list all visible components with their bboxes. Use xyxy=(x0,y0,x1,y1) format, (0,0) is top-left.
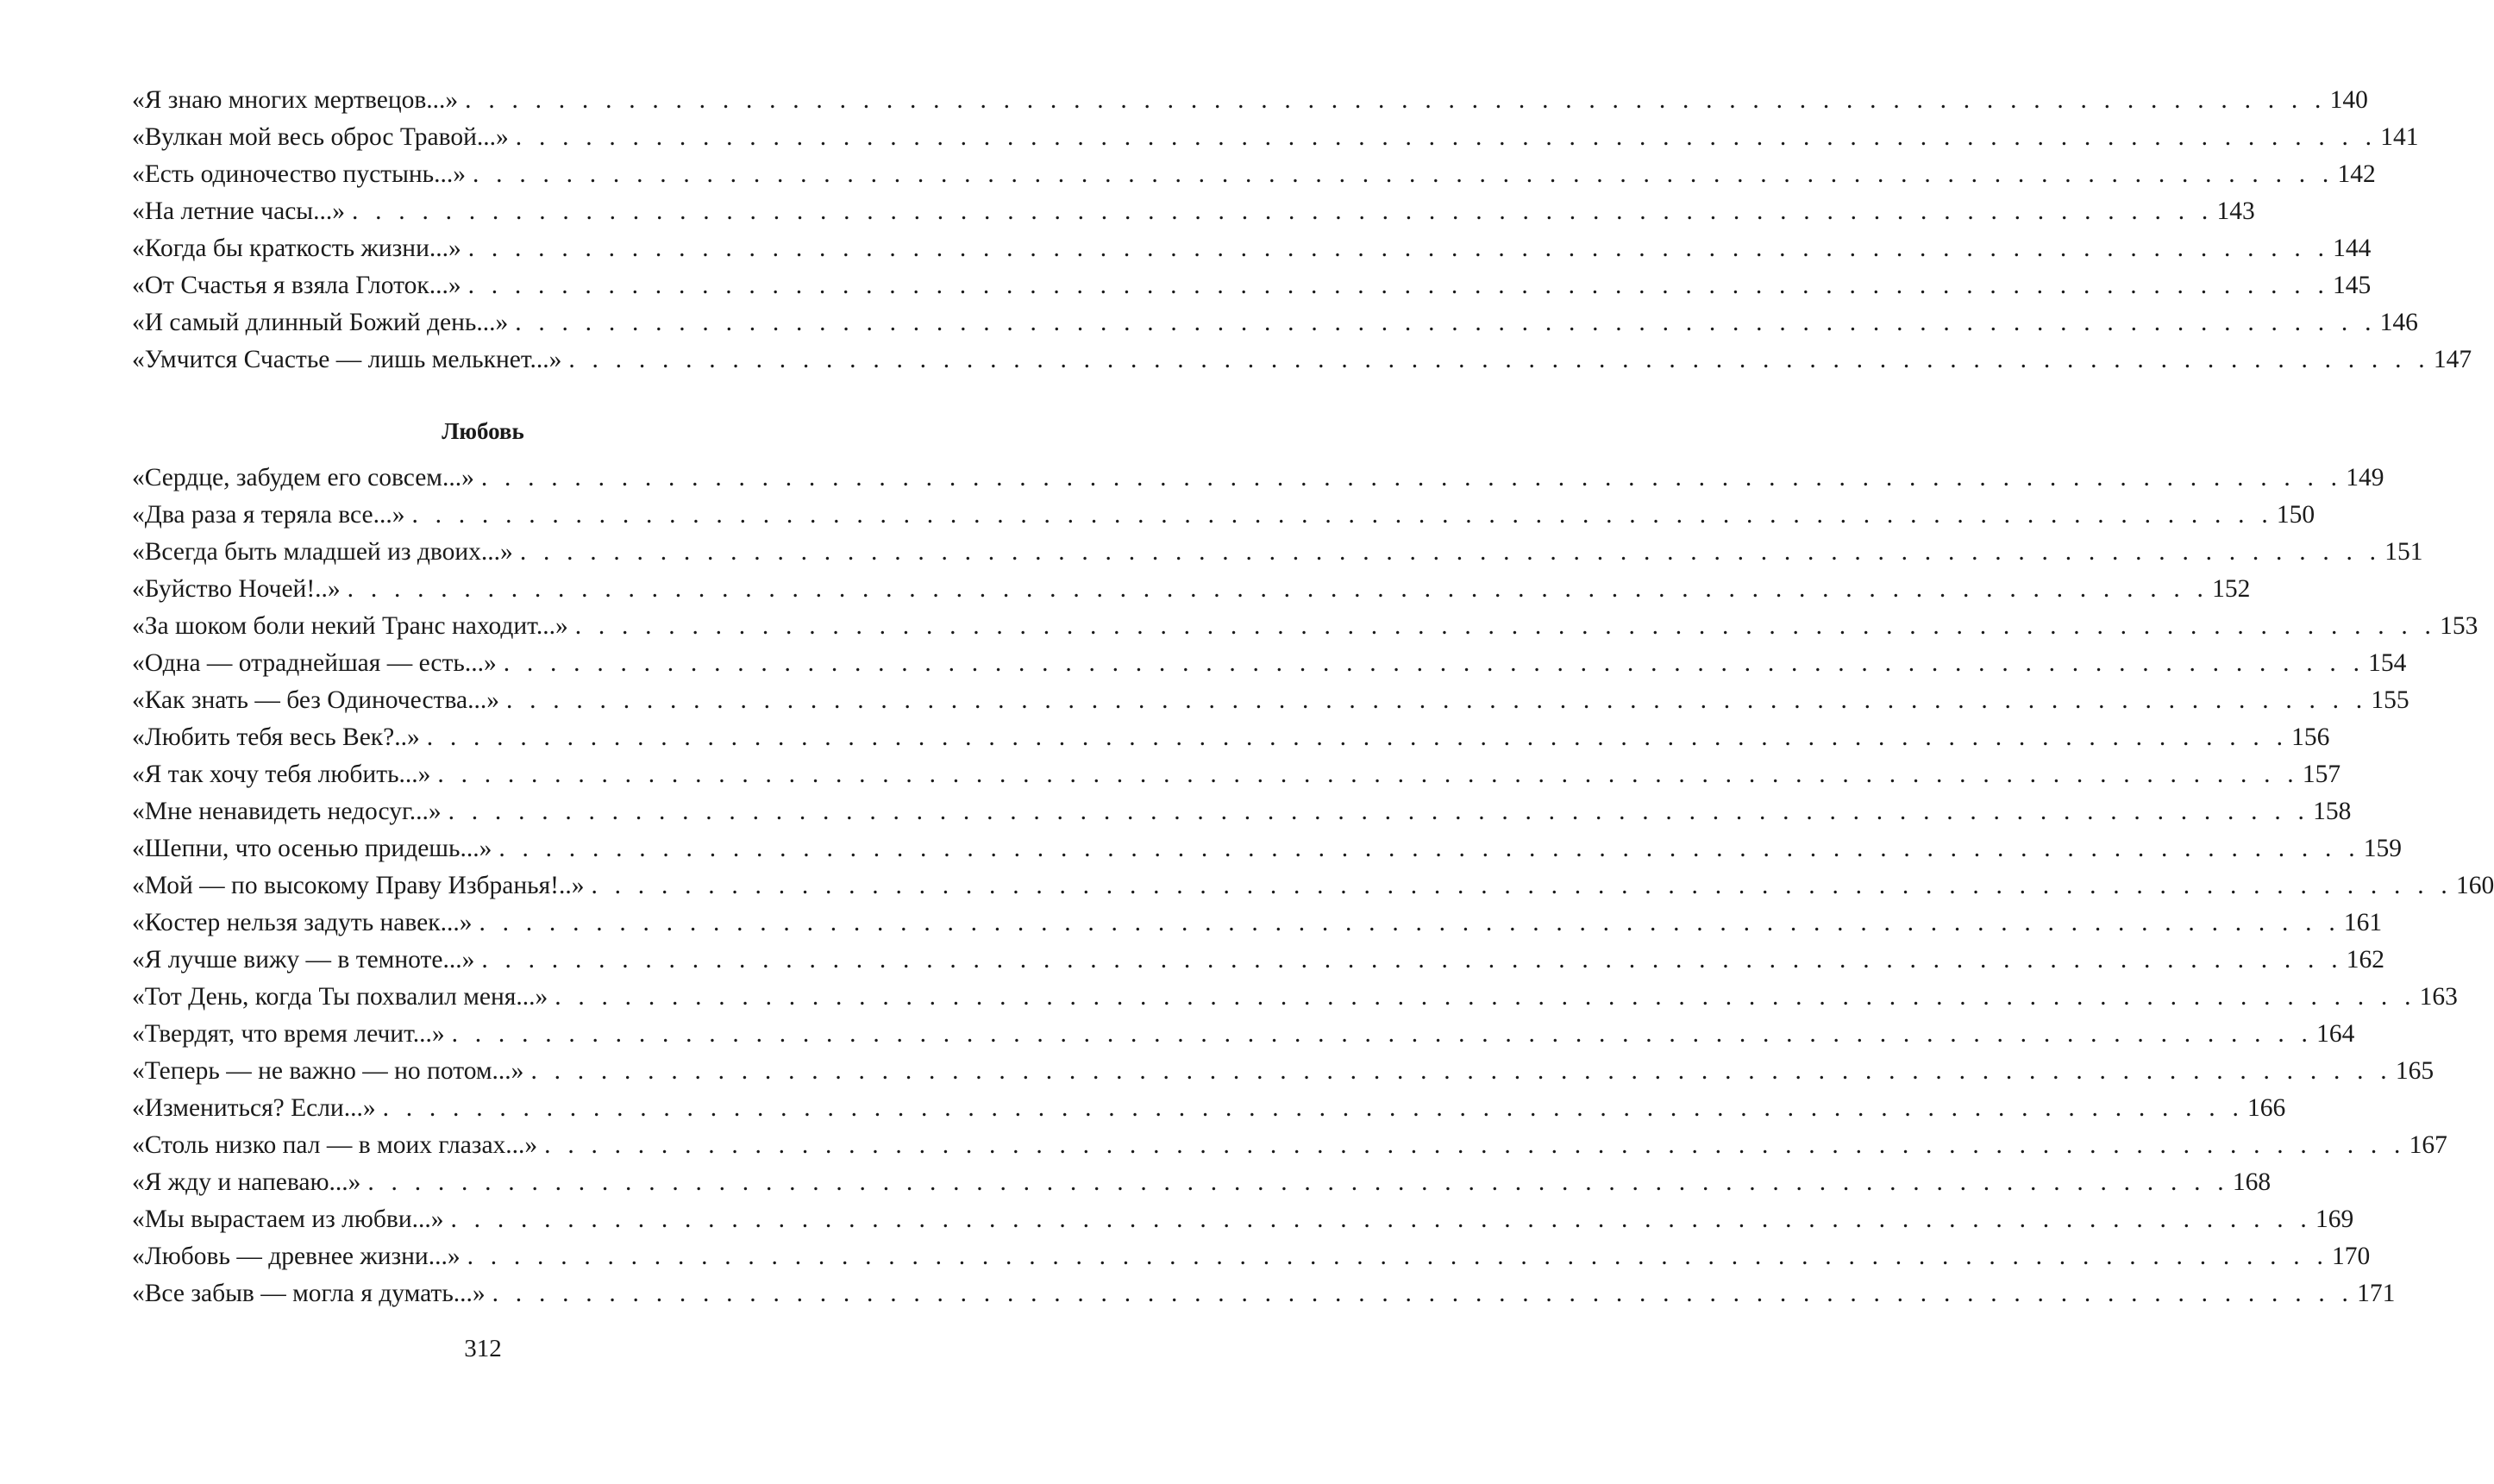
toc-entry-page: 166 xyxy=(2247,1094,2286,1122)
toc-entry-title: «Вулкан мой весь оброс Травой...» xyxy=(132,123,509,151)
toc-entry-page: 147 xyxy=(2433,346,2472,373)
toc-entry xyxy=(132,1127,2447,1164)
toc-entry xyxy=(132,1275,2396,1312)
dot-leader: . . . . . . . . . . . . . . . . . . . . . . . . . . . . . . . . . . . . . . . . . . . . . . . . . . . . . . . . . . . . . . . . . . . . . . . . . . . . . . . . xyxy=(411,501,2273,529)
toc-entry-title: «Любить тебя весь Век?..» xyxy=(132,723,420,751)
dot-leader: . . . . . . . . . . . . . . . . . . . . . . . . . . . . . . . . . . . . . . . . . . . . . . . . . . . . . . . . . . . . . . . . . . . . . . . . . . . . . . . . xyxy=(515,123,2378,151)
toc-entry xyxy=(132,645,2407,682)
toc-entry-page: 169 xyxy=(2315,1205,2354,1233)
toc-entry xyxy=(132,193,2255,230)
toc-entry-title: «За шоком боли некий Транс находит...» xyxy=(132,612,568,640)
toc-entry-title: «Все забыв — могла я думать...» xyxy=(132,1280,486,1307)
toc-entry-page: 171 xyxy=(2357,1280,2396,1307)
dot-leader: . . . . . . . . . . . . . . . . . . . . . . . . . . . . . . . . . . . . . . . . . . . . . . . . . . . . . . . . . . . . . . . . . . . . . . . . . . . . . . . . xyxy=(568,346,2430,373)
toc-entry xyxy=(132,1016,2355,1053)
toc-list-continued xyxy=(132,82,2472,379)
toc-entry xyxy=(132,571,2251,608)
toc-entry-page: 154 xyxy=(2368,649,2407,677)
dot-leader: . . . . . . . . . . . . . . . . . . . . . . . . . . . . . . . . . . . . . . . . . . . . . . . . . . . . . . . . . . . . . . . . . . . . . . . . . . . . . . . . xyxy=(473,160,2334,188)
toc-entry-page: 157 xyxy=(2302,761,2341,788)
dot-leader: . . . . . . . . . . . . . . . . . . . . . . . . . . . . . . . . . . . . . . . . . . . . . . . . . . . . . . . . . . . . . . . . . . . . . . . . . . . . . . . . xyxy=(451,1020,2314,1048)
toc-entry-page: 164 xyxy=(2316,1020,2355,1048)
dot-leader: . . . . . . . . . . . . . . . . . . . . . . . . . . . . . . . . . . . . . . . . . . . . . . . . . . . . . . . . . . . . . . . . . . . . . . . . . . . . . . . . xyxy=(450,1205,2312,1233)
page-number: 312 xyxy=(464,1335,502,1362)
toc-entry-title: «Костер нельзя задуть навек...» xyxy=(132,909,473,936)
toc-entry-page: 161 xyxy=(2343,909,2383,936)
dot-leader: . . . . . . . . . . . . . . . . . . . . . . . . . . . . . . . . . . . . . . . . . . . . . . . . . . . . . . . . . . . . . . . . . . . . . . . . . . . . . . . . xyxy=(544,1131,2406,1159)
toc-entry-title: «Как знать — без Одиночества...» xyxy=(132,686,499,714)
toc-entry-page: 156 xyxy=(2291,723,2330,751)
dot-leader: . . . . . . . . . . . . . . . . . . . . . . . . . . . . . . . . . . . . . . . . . . . . . . . . . . . . . . . . . . . . . . . . . . . . . . . . . . . . . . . . xyxy=(347,575,2209,603)
toc-entry-title: «Есть одиночество пустынь...» xyxy=(132,160,467,188)
toc-entry-title: «Мы вырастаем из любви...» xyxy=(132,1205,444,1233)
toc-entry xyxy=(132,119,2419,156)
toc-list-love xyxy=(132,460,2494,1312)
toc-entry xyxy=(132,341,2472,379)
toc-entry-page: 155 xyxy=(2371,686,2409,714)
toc-entry xyxy=(132,156,2376,193)
toc-entry xyxy=(132,534,2423,571)
dot-leader: . . . . . . . . . . . . . . . . . . . . . . . . . . . . . . . . . . . . . . . . . . . . . . . . . . . . . . . . . . . . . . . . . . . . . . . . . . . . . . . . xyxy=(467,1243,2329,1270)
toc-entry-title: «Я так хочу тебя любить...» xyxy=(132,761,431,788)
toc-entry-title: «Столь низко пал — в моих глазах...» xyxy=(132,1131,538,1159)
toc-entry-page: 151 xyxy=(2384,538,2423,566)
toc-entry-title: «На летние часы...» xyxy=(132,197,345,225)
toc-entry-title: «Твердят, что время лечит...» xyxy=(132,1020,445,1048)
toc-entry xyxy=(132,905,2383,942)
dot-leader: . . . . . . . . . . . . . . . . . . . . . . . . . . . . . . . . . . . . . . . . . . . . . . . . . . . . . . . . . . . . . . . . . . . . . . . . . . . . . . . . xyxy=(352,197,2214,225)
toc-entry-title: «Тот День, когда Ты похвалил меня...» xyxy=(132,983,548,1011)
dot-leader: . . . . . . . . . . . . . . . . . . . . . . . . . . . . . . . . . . . . . . . . . . . . . . . . . . . . . . . . . . . . . . . . . . . . . . . . . . . . . . . . xyxy=(503,649,2366,677)
toc-entry-page: 158 xyxy=(2313,798,2352,825)
dot-leader: . . . . . . . . . . . . . . . . . . . . . . . . . . . . . . . . . . . . . . . . . . . . . . . . . . . . . . . . . . . . . . . . . . . . . . . . . . . . . . . . xyxy=(492,1280,2354,1307)
dot-leader: . . . . . . . . . . . . . . . . . . . . . . . . . . . . . . . . . . . . . . . . . . . . . . . . . . . . . . . . . . . . . . . . . . . . . . . . . . . . . . . . xyxy=(530,1057,2392,1085)
toc-entry-page: 141 xyxy=(2380,123,2419,151)
toc-entry-page: 149 xyxy=(2346,464,2384,492)
toc-entry-page: 144 xyxy=(2333,235,2372,262)
toc-entry-title: «Одна — отраднейшая — есть...» xyxy=(132,649,497,677)
toc-entry-page: 163 xyxy=(2419,983,2458,1011)
dot-leader: . . . . . . . . . . . . . . . . . . . . . . . . . . . . . . . . . . . . . . . . . . . . . . . . . . . . . . . . . . . . . . . . . . . . . . . . . . . . . . . . xyxy=(467,235,2330,262)
toc-entry-title: «Когда бы краткость жизни...» xyxy=(132,235,461,262)
toc-entry-title: «Я знаю многих мертвецов...» xyxy=(132,86,459,114)
toc-entry-title: «Сердце, забудем его совсем...» xyxy=(132,464,474,492)
dot-leader: . . . . . . . . . . . . . . . . . . . . . . . . . . . . . . . . . . . . . . . . . . . . . . . . . . . . . . . . . . . . . . . . . . . . . . . . . . . . . . . . xyxy=(426,723,2289,751)
dot-leader: . . . . . . . . . . . . . . . . . . . . . . . . . . . . . . . . . . . . . . . . . . . . . . . . . . . . . . . . . . . . . . . . . . . . . . . . . . . . . . . . xyxy=(367,1168,2229,1196)
toc-entry-title: «Любовь — древнее жизни...» xyxy=(132,1243,461,1270)
toc-entry xyxy=(132,793,2352,830)
dot-leader: . . . . . . . . . . . . . . . . . . . . . . . . . . . . . . . . . . . . . . . . . . . . . . . . . . . . . . . . . . . . . . . . . . . . . . . . . . . . . . . . xyxy=(448,798,2310,825)
toc-entry-title: «Я лучше вижу — в темноте...» xyxy=(132,946,475,974)
toc-entry xyxy=(132,1090,2286,1127)
toc-entry xyxy=(132,867,2494,905)
toc-entry xyxy=(132,979,2458,1016)
toc-entry-page: 168 xyxy=(2232,1168,2272,1196)
toc-entry-title: «Измениться? Если...» xyxy=(132,1094,376,1122)
dot-leader: . . . . . . . . . . . . . . . . . . . . . . . . . . . . . . . . . . . . . . . . . . . . . . . . . . . . . . . . . . . . . . . . . . . . . . . . . . . . . . . . xyxy=(505,686,2368,714)
toc-entry-page: 170 xyxy=(2332,1243,2371,1270)
toc-entry xyxy=(132,1201,2354,1238)
dot-leader: . . . . . . . . . . . . . . . . . . . . . . . . . . . . . . . . . . . . . . . . . . . . . . . . . . . . . . . . . . . . . . . . . . . . . . . . . . . . . . . . xyxy=(498,835,2360,862)
dot-leader: . . . . . . . . . . . . . . . . . . . . . . . . . . . . . . . . . . . . . . . . . . . . . . . . . . . . . . . . . . . . . . . . . . . . . . . . . . . . . . . . xyxy=(467,272,2330,299)
toc-entry xyxy=(132,942,2385,979)
toc-entry-title: «Мой — по высокому Праву Избранья!..» xyxy=(132,872,585,899)
dot-leader: . . . . . . . . . . . . . . . . . . . . . . . . . . . . . . . . . . . . . . . . . . . . . . . . . . . . . . . . . . . . . . . . . . . . . . . . . . . . . . . . xyxy=(480,464,2343,492)
toc-entry xyxy=(132,1164,2272,1201)
toc-entry xyxy=(132,608,2478,645)
toc-entry-page: 150 xyxy=(2276,501,2315,529)
toc-entry-title: «Всегда быть младшей из двоих...» xyxy=(132,538,513,566)
toc-entry-page: 146 xyxy=(2379,309,2418,336)
toc-entry xyxy=(132,267,2372,304)
toc-entry xyxy=(132,719,2330,756)
toc-entry-title: «Теперь — не важно — но потом...» xyxy=(132,1057,524,1085)
toc-entry xyxy=(132,1053,2434,1090)
dot-leader: . . . . . . . . . . . . . . . . . . . . . . . . . . . . . . . . . . . . . . . . . . . . . . . . . . . . . . . . . . . . . . . . . . . . . . . . . . . . . . . . xyxy=(591,872,2453,899)
toc-entry-page: 162 xyxy=(2346,946,2385,974)
toc-entry-title: «Я жду и напеваю...» xyxy=(132,1168,361,1196)
dot-leader: . . . . . . . . . . . . . . . . . . . . . . . . . . . . . . . . . . . . . . . . . . . . . . . . . . . . . . . . . . . . . . . . . . . . . . . . . . . . . . . . xyxy=(465,86,2327,114)
toc-entry xyxy=(132,460,2384,497)
toc-entry-page: 152 xyxy=(2212,575,2251,603)
dot-leader: . . . . . . . . . . . . . . . . . . . . . . . . . . . . . . . . . . . . . . . . . . . . . . . . . . . . . . . . . . . . . . . . . . . . . . . . . . . . . . . . xyxy=(437,761,2299,788)
toc-entry-title: «Шепни, что осенью придешь...» xyxy=(132,835,492,862)
toc-entry-title: «Два раза я теряла все...» xyxy=(132,501,405,529)
toc-entry-page: 143 xyxy=(2216,197,2255,225)
dot-leader: . . . . . . . . . . . . . . . . . . . . . . . . . . . . . . . . . . . . . . . . . . . . . . . . . . . . . . . . . . . . . . . . . . . . . . . . . . . . . . . . xyxy=(382,1094,2245,1122)
toc-entry-page: 140 xyxy=(2329,86,2368,114)
toc-entry-page: 160 xyxy=(2455,872,2494,899)
toc-entry-page: 167 xyxy=(2409,1131,2447,1159)
toc-entry-title: «От Счастья я взяла Глоток...» xyxy=(132,272,461,299)
toc-entry-page: 165 xyxy=(2395,1057,2434,1085)
toc-entry xyxy=(132,230,2372,267)
dot-leader: . . . . . . . . . . . . . . . . . . . . . . . . . . . . . . . . . . . . . . . . . . . . . . . . . . . . . . . . . . . . . . . . . . . . . . . . . . . . . . . . xyxy=(481,946,2343,974)
toc-entry-title: «И самый длинный Божий день...» xyxy=(132,309,509,336)
dot-leader: . . . . . . . . . . . . . . . . . . . . . . . . . . . . . . . . . . . . . . . . . . . . . . . . . . . . . . . . . . . . . . . . . . . . . . . . . . . . . . . . xyxy=(479,909,2340,936)
toc-entry-title: «Мне ненавидеть недосуг...» xyxy=(132,798,442,825)
toc-entry xyxy=(132,830,2403,867)
toc-entry xyxy=(132,497,2315,534)
toc-entry-page: 153 xyxy=(2440,612,2478,640)
toc-entry-title: «Умчится Счастье — лишь мелькнет...» xyxy=(132,346,562,373)
toc-entry xyxy=(132,756,2341,793)
toc-entry-page: 145 xyxy=(2333,272,2372,299)
dot-leader: . . . . . . . . . . . . . . . . . . . . . . . . . . . . . . . . . . . . . . . . . . . . . . . . . . . . . . . . . . . . . . . . . . . . . . . . . . . . . . . . xyxy=(555,983,2416,1011)
dot-leader: . . . . . . . . . . . . . . . . . . . . . . . . . . . . . . . . . . . . . . . . . . . . . . . . . . . . . . . . . . . . . . . . . . . . . . . . . . . . . . . . xyxy=(574,612,2437,640)
toc-entry xyxy=(132,682,2409,719)
toc-entry xyxy=(132,82,2368,119)
dot-leader: . . . . . . . . . . . . . . . . . . . . . . . . . . . . . . . . . . . . . . . . . . . . . . . . . . . . . . . . . . . . . . . . . . . . . . . . . . . . . . . . xyxy=(515,309,2377,336)
toc-entry-page: 159 xyxy=(2363,835,2403,862)
toc-entry xyxy=(132,1238,2371,1275)
section-title: Любовь xyxy=(442,418,524,444)
dot-leader: . . . . . . . . . . . . . . . . . . . . . . . . . . . . . . . . . . . . . . . . . . . . . . . . . . . . . . . . . . . . . . . . . . . . . . . . . . . . . . . . xyxy=(519,538,2382,566)
toc-entry-page: 142 xyxy=(2337,160,2376,188)
toc-entry xyxy=(132,304,2418,341)
toc-entry-title: «Буйство Ночей!..» xyxy=(132,575,341,603)
